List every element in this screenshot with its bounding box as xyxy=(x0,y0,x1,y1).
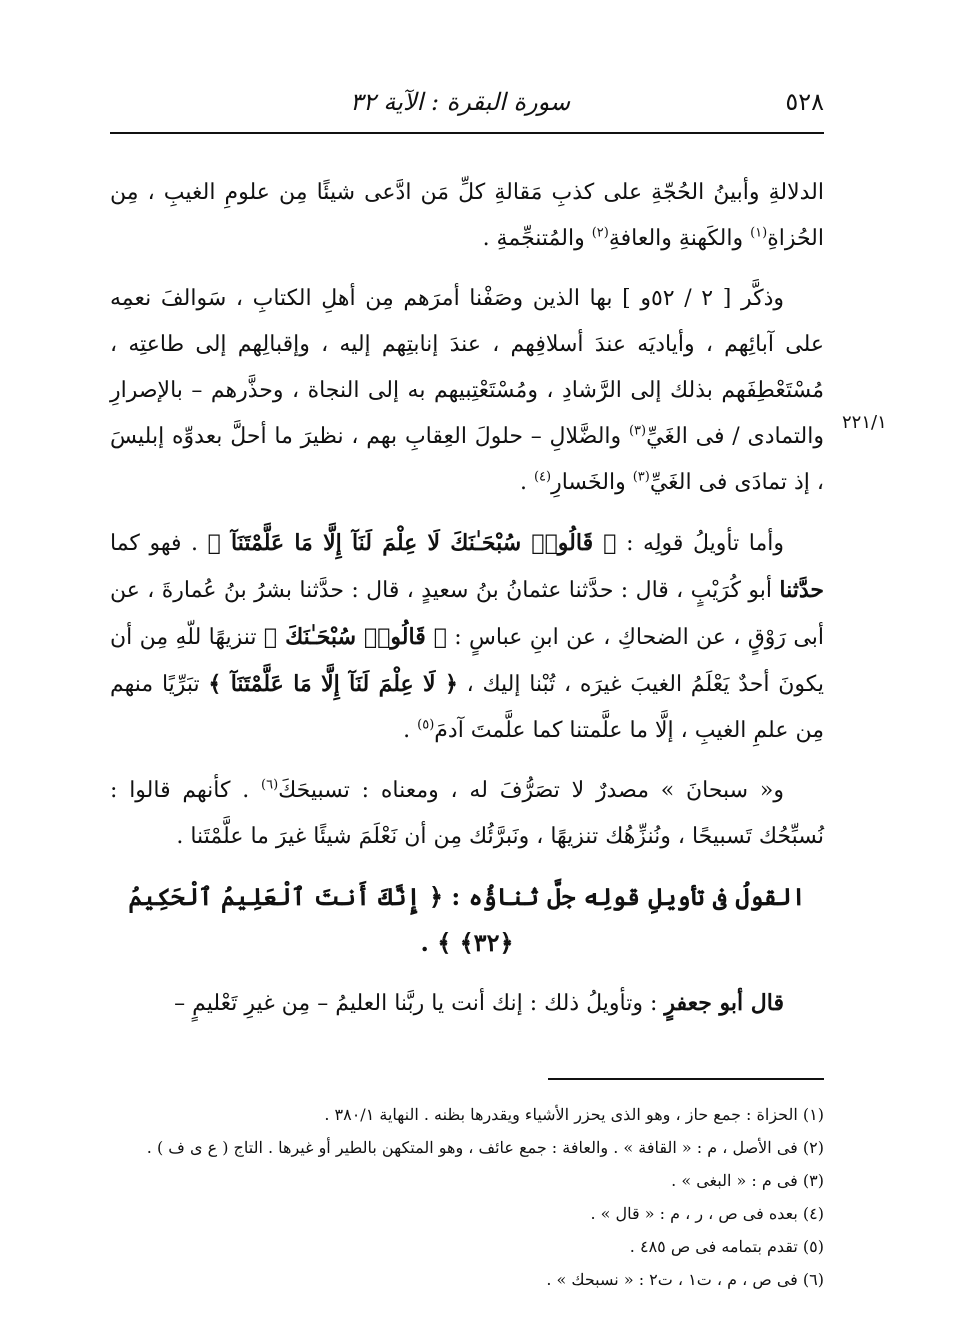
footnote-6: (٦) فى ص ، م ، ت١ ، ت٢ : « نسبحك » . xyxy=(546,1270,824,1289)
footnote-ref-3a[interactable]: (٣) xyxy=(628,423,647,439)
section-heading-verse: ﴿ إِنَّكَ أَنتَ ٱلْعَلِيمُ ٱلْحَكِيمُ ﴿٣٢﴾ ﴾ xyxy=(128,882,514,957)
footnote-ref-4[interactable]: (٤) xyxy=(533,469,552,485)
paragraph-1-end: والمُتنجِّمةِ . xyxy=(482,226,592,251)
paragraph-3 xyxy=(110,520,824,754)
paragraph-1 xyxy=(110,170,824,262)
paragraph-1-mid: والكَهنةِ والعافةِ xyxy=(608,226,751,251)
main-text xyxy=(110,170,824,1041)
footnotes xyxy=(110,1098,824,1296)
paragraph-2 xyxy=(110,276,824,506)
paragraph-3-text-b: . فهو كما xyxy=(110,531,208,556)
paragraph-2-text-a: وذكَّر [ ٢ / ٥٢و ] بها الذين وصَفْنا أمرَهم مِن أهلِ الكتابِ ، سَوالفَ نعمِه على آبائِهم ، وأياديَه عندَ أسلافِهم ، عندَ إنابتِهم إليه ، وإقبالِهم إلى طاعتِه ، مُسْتَعْطِفَهم بذلك إلى الرَّشادِ ، ومُسْتَعْتِبيهم به إلى النجاة ، وحذَّرهم – بالإصرارِ والتمادى / فى الغَيِّ xyxy=(110,286,825,449)
page-header xyxy=(110,82,824,122)
footnote-2: (٢) فى الأصل ، م : « القافة » . والعافة : جمع عائف ، وهو المتكهن بالطير أو غيرها . التاج ( ع ى ف ) . xyxy=(146,1138,824,1157)
paragraph-3-text-f: . xyxy=(403,718,418,743)
paragraph-3-text-a: وأما تأويلُ قولِه : xyxy=(616,531,784,556)
quran-verse-2: ﴿ قَالُوا۟ سُبْحَـٰنَكَ ﴾ xyxy=(263,624,447,650)
footnote-5: (٥) تقدم بتمامه فى ص ٤٨٥ . xyxy=(629,1237,824,1256)
paragraph-1-text: الدلالةِ وأبينُ الحُجّةِ على كذبِ مَقالةِ كلِّ مَن ادَّعى شيئًا مِن علومِ الغيبِ ، مِن الحُزاةِ xyxy=(110,180,824,251)
footnote-4: (٤) بعده فى ص ، ر ، م : « قال » . xyxy=(590,1204,824,1223)
running-title: سورة البقرة : الآية ٣٢ xyxy=(350,88,571,116)
paragraph-3-text-e: تبَرِّيًا منهم مِن علمِ الغيبِ ، إلَّا ما علَّمتنا كما علَّمتَ آدمَ xyxy=(110,672,824,743)
isnad-keyword: حدَّثنا xyxy=(779,577,824,603)
footnote-1: (١) الحزاة : جمع حاز ، وهو الذى يحزر الأشياء ويقدرها بظنه . النهاية ٣٨٠/١ . xyxy=(324,1105,824,1124)
paragraph-2-text-b: والضَّلالِ – حلولَ العِقابِ بهم ، نظيرَ ما أحلَّ بعدوِّه إبليسَ ، إذ تمادَى فى الغَيِّ xyxy=(110,424,824,495)
quran-verse-3: ﴿ لَا عِلْمَ لَنَآ إِلَّا مَا عَلَّمْتَنَآ ﴾ xyxy=(208,671,458,697)
paragraph-3-text-d: تنزيهًا للّهِ مِن أن يكونَ أحدٌ يَعْلَمُ الغيبَ غيرَه ، تُبْنا إليك ، xyxy=(110,625,824,697)
footnote-rule xyxy=(548,1078,824,1080)
section-heading-end: . xyxy=(420,928,438,957)
section-heading-text: القولُ فى تأويلِ قولِه جلَّ ثناؤُه : xyxy=(443,882,806,911)
section-heading xyxy=(110,874,824,966)
paragraph-3-text-c: أبو كُرَيْبٍ ، قال : حدَّثنا عثمانُ بنُ سعيدٍ ، قال : حدَّثنا بشرُ بنُ عُمارةَ ، عن أبى رَوْقٍ ، عن الضحاكِ ، عن ابنِ عباسٍ : xyxy=(110,578,824,650)
margin-reference: ٢٢١/١ xyxy=(842,412,887,433)
paragraph-4-text-a: و« سبحانَ » مصدرٌ لا تصَرُّفَ له ، ومعناه : تسبيحَكَ xyxy=(278,778,784,803)
author-name: قال أبو جعفرٍ xyxy=(664,990,784,1016)
quran-verse-1: ﴿ قَالُوا۟ سُبْحَـٰنَكَ لَا عِلْمَ لَنَآ إِلَّا مَا عَلَّمْتَنَآ ﴾ xyxy=(207,530,617,556)
footnote-ref-6[interactable]: (٦) xyxy=(261,777,279,793)
paragraph-5 xyxy=(110,980,824,1027)
footnote-ref-3b[interactable]: (٣) xyxy=(632,469,650,485)
page-number: ٥٢٨ xyxy=(785,88,824,116)
paragraph-2-text-d: . xyxy=(519,470,534,495)
footnote-ref-1[interactable]: (١) xyxy=(750,225,768,241)
paragraph-4-text-b: . كأنهم قالوا : نُسبِّحُك تَسبيحًا ، ونُنزِّهُك تنزيهًا ، ونَبرَّئُك مِن أن نَعْلَمَ شيئًا غيرَ ما علَّمْتَنا . xyxy=(110,778,824,849)
footnote-ref-2[interactable]: (٢) xyxy=(591,225,609,241)
footnote-3: (٣) فى م : « البغى » . xyxy=(671,1171,824,1190)
paragraph-2-text-c: والخَسارِ xyxy=(551,470,633,495)
paragraph-5-text: : وتأويلُ ذلك : إنك أنت يا ربَّنا العليمُ – مِن غيرِ تَعْليمٍ – xyxy=(174,991,665,1016)
header-rule xyxy=(110,132,824,134)
footnote-ref-5[interactable]: (٥) xyxy=(417,717,435,733)
paragraph-4 xyxy=(110,768,824,860)
